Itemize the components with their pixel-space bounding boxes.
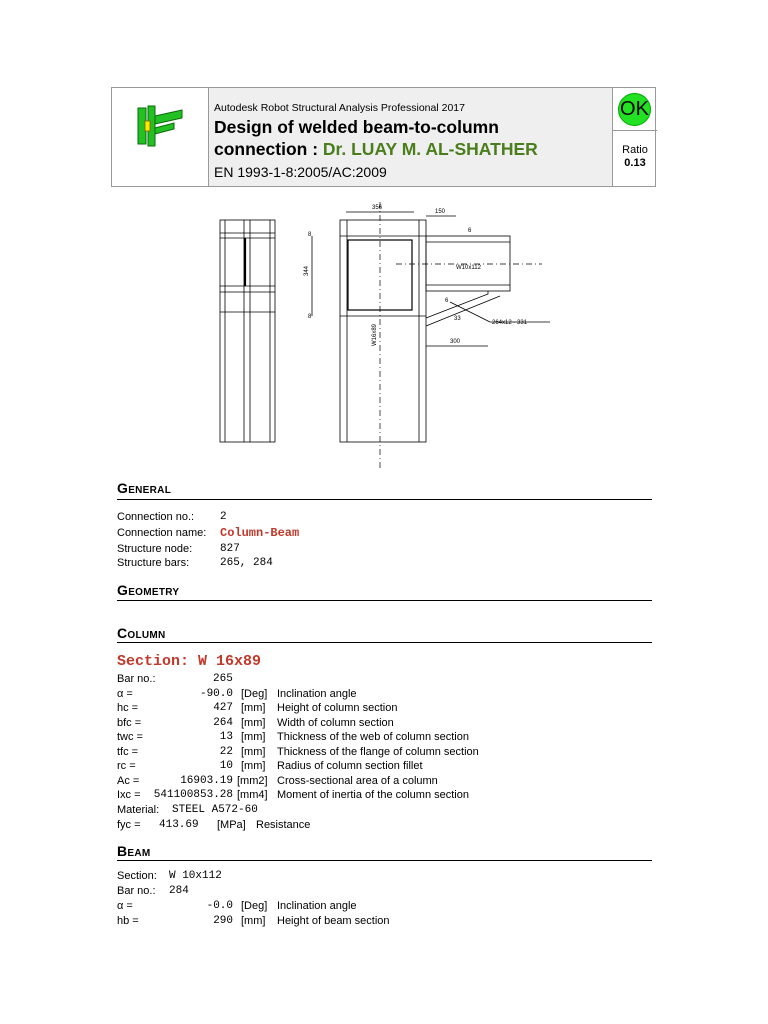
general-label: Connection no.: bbox=[117, 511, 195, 523]
connection-logo bbox=[112, 88, 209, 186]
header-title-block bbox=[209, 88, 612, 186]
weld-6-label: 6 bbox=[445, 298, 449, 304]
param-symbol: tfc = bbox=[117, 746, 139, 758]
fyc-description: Resistance bbox=[256, 819, 311, 831]
dim-6a: 6 bbox=[468, 228, 472, 234]
ratio-value: 0.13 bbox=[624, 157, 646, 169]
param-value: 264 bbox=[213, 717, 233, 729]
general-value: 2 bbox=[220, 511, 227, 523]
report-title-line1: Design of welded beam-to-column bbox=[214, 117, 499, 137]
param-unit: [Deg] bbox=[241, 688, 268, 700]
geometry-divider bbox=[117, 600, 652, 601]
column-label: W16x89 bbox=[372, 323, 378, 346]
column-bar-label: Bar no.: bbox=[117, 673, 156, 685]
param-description: Moment of inertia of the column section bbox=[277, 789, 469, 801]
material-value: STEEL A572-60 bbox=[172, 804, 258, 816]
connection-drawing bbox=[200, 198, 560, 470]
param-description: Height of beam section bbox=[277, 915, 390, 927]
param-value: 290 bbox=[213, 915, 233, 927]
general-value: Column-Beam bbox=[220, 526, 300, 540]
general-value: 827 bbox=[220, 543, 240, 555]
beam-section-label: Section: bbox=[117, 870, 157, 882]
column-front-view bbox=[340, 220, 426, 442]
beam-label: W10x112 bbox=[456, 265, 481, 271]
dim-8b: 8 bbox=[308, 314, 312, 320]
param-description: Inclination angle bbox=[277, 900, 357, 912]
dim-300: 300 bbox=[450, 339, 461, 345]
param-value: 13 bbox=[219, 731, 233, 743]
fyc-value: 413.69 bbox=[159, 819, 199, 831]
column-section-title: Section: W 16x89 bbox=[117, 653, 262, 670]
ratio-label: Ratio bbox=[622, 144, 648, 156]
title-separator: : bbox=[307, 139, 323, 159]
beam-divider bbox=[117, 860, 652, 861]
param-symbol: hb = bbox=[117, 915, 139, 927]
param-value: 22 bbox=[219, 746, 233, 758]
section-beam-heading: Beam bbox=[117, 843, 151, 859]
param-symbol: Ixc = bbox=[117, 789, 141, 801]
param-description: Thickness of the flange of column section bbox=[277, 746, 479, 758]
beam-section-value: W 10x112 bbox=[169, 870, 222, 882]
param-unit: [mm] bbox=[241, 717, 266, 729]
general-label: Structure node: bbox=[117, 543, 193, 555]
material-label: Material: bbox=[117, 804, 160, 816]
report-title-connection: connection bbox=[214, 139, 308, 159]
fyc-symbol: fyc = bbox=[117, 819, 141, 831]
param-unit: [mm] bbox=[241, 915, 266, 927]
beam-bar-value: 284 bbox=[169, 885, 189, 897]
param-value: 541100853.28 bbox=[153, 789, 233, 801]
status-block bbox=[612, 88, 657, 186]
general-value: 265, 284 bbox=[220, 557, 273, 569]
param-description: Thickness of the web of column section bbox=[277, 731, 469, 743]
general-label: Structure bars: bbox=[117, 557, 190, 569]
param-value: 16903.19 bbox=[180, 775, 233, 787]
column-bar-value: 265 bbox=[213, 673, 233, 685]
section-geometry-heading: Geometry bbox=[117, 582, 180, 598]
report-header bbox=[111, 87, 656, 187]
ratio-cell bbox=[613, 144, 657, 170]
status-ok-cell bbox=[613, 88, 657, 131]
beam-side bbox=[426, 236, 510, 291]
param-symbol: bfc = bbox=[117, 717, 142, 729]
fyc-unit: [MPa] bbox=[217, 819, 246, 831]
general-divider bbox=[117, 499, 652, 500]
dim-344: 344 bbox=[304, 265, 310, 276]
param-description: Inclination angle bbox=[277, 688, 357, 700]
param-symbol: α = bbox=[117, 688, 133, 700]
param-symbol: hc = bbox=[117, 702, 139, 714]
param-description: Width of column section bbox=[277, 717, 394, 729]
dim-356: 356 bbox=[372, 205, 383, 211]
param-description: Height of column section bbox=[277, 702, 398, 714]
column-divider bbox=[117, 642, 652, 643]
section-general-heading: General bbox=[117, 480, 172, 496]
param-symbol: α = bbox=[117, 900, 133, 912]
stiffener-label: 264x12 - 331 bbox=[492, 320, 528, 326]
author-name: Dr. LUAY M. AL-SHATHER bbox=[322, 139, 538, 159]
param-value: 427 bbox=[213, 702, 233, 714]
param-value: -0.0 bbox=[206, 900, 233, 912]
param-symbol: rc = bbox=[117, 760, 136, 772]
param-unit: [mm] bbox=[241, 702, 266, 714]
param-unit: [mm] bbox=[241, 760, 266, 772]
connection-icon bbox=[112, 88, 208, 186]
param-description: Radius of column section fillet bbox=[277, 760, 423, 772]
design-standard: EN 1993-1-8:2005/AC:2009 bbox=[214, 164, 387, 180]
param-value: -90.0 bbox=[199, 688, 233, 700]
param-unit: [mm2] bbox=[237, 775, 268, 787]
param-description: Cross-sectional area of a column bbox=[277, 775, 438, 787]
column-side-view bbox=[220, 220, 275, 442]
param-symbol: Ac = bbox=[117, 775, 140, 787]
dim-150: 150 bbox=[435, 209, 446, 215]
param-unit: [mm] bbox=[241, 731, 266, 743]
general-label: Connection name: bbox=[117, 527, 207, 539]
report-title-line2 bbox=[214, 139, 538, 160]
param-unit: [mm] bbox=[241, 746, 266, 758]
ok-badge: OK bbox=[618, 93, 651, 126]
software-name: Autodesk Robot Structural Analysis Professional 2017 bbox=[214, 102, 465, 114]
section-column-heading: Column bbox=[117, 625, 166, 641]
param-value: 10 bbox=[219, 760, 233, 772]
param-unit: [Deg] bbox=[241, 900, 268, 912]
param-symbol: twc = bbox=[117, 731, 143, 743]
param-unit: [mm4] bbox=[237, 789, 268, 801]
beam-bar-label: Bar no.: bbox=[117, 885, 156, 897]
weld-33-label: 33 bbox=[454, 316, 461, 322]
dim-8a: 8 bbox=[308, 232, 312, 238]
